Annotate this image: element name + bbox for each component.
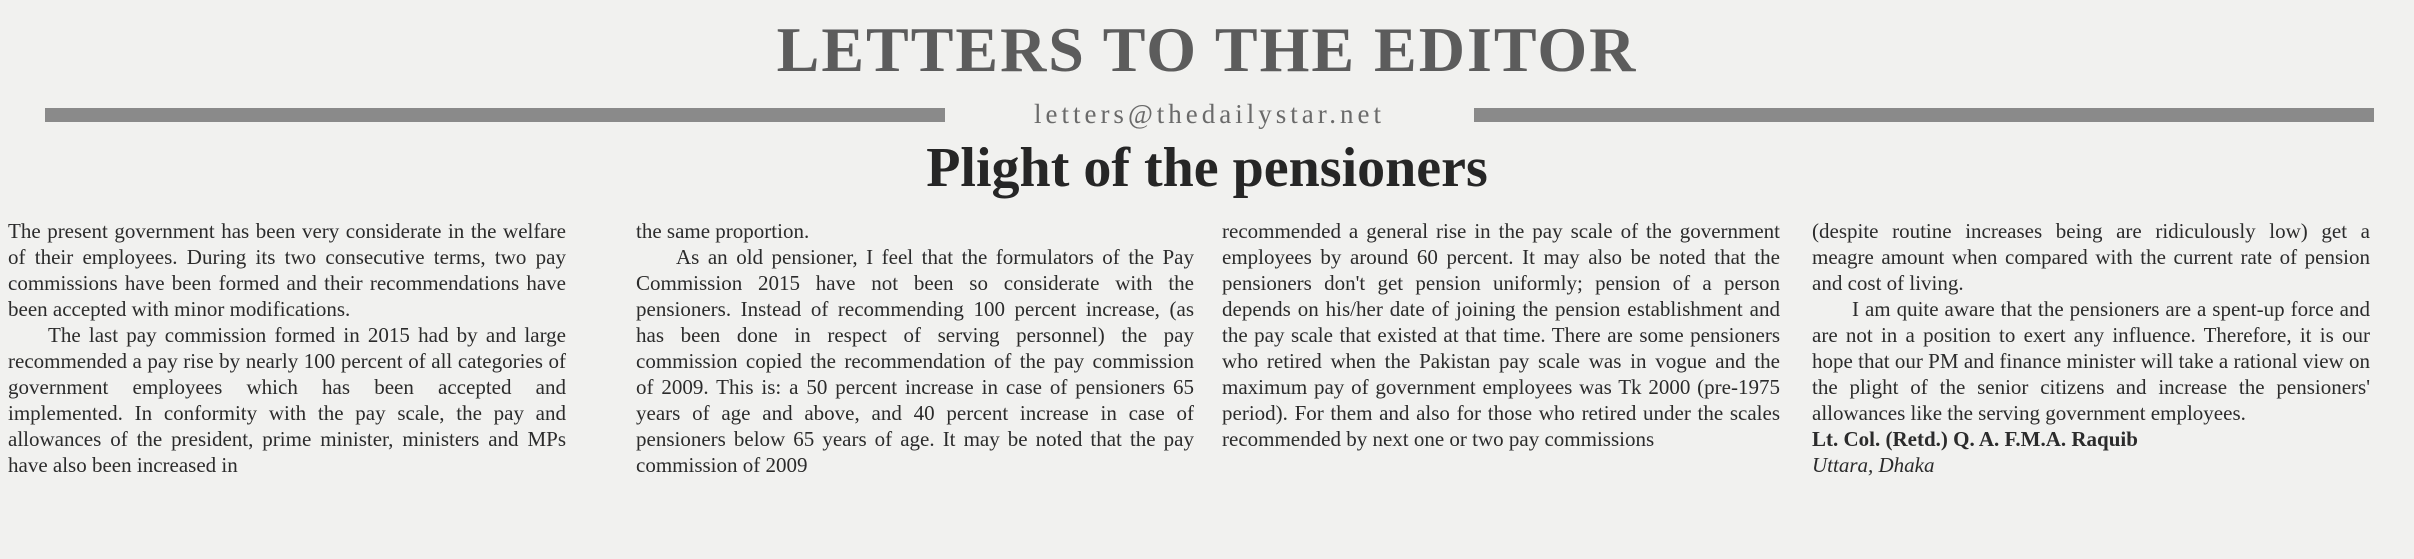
body-paragraph: recommended a general rise in the pay scale of the government employees by around 60 percent. It may also be noted that the pensioners don't get pension uniformly; pension of a person depends on his/her date of joining the pension establishment and the pay scale that existed at that time. There are some pensioners who retired when the Pakistan pay scale was in vogue and the maximum pay of government employees was Tk 2000 (pre-1975 period). For them and also for those who retired under the scales recommended by next one or two pay commissions [1222, 219, 1780, 451]
article-column-4 [1812, 218, 2370, 478]
body-paragraph: (despite routine increases being are ridiculously low) get a meagre amount when compared with the current rate of pension and cost of living. [1812, 219, 2370, 295]
body-paragraph: The last pay commission formed in 2015 had by and large recommended a pay rise by nearly 100 percent of all categories of government employees which has been accepted and implemented. In conformity with the pay scale, the pay and allowances of the president, prime minister, ministers and MPs have also been increased in [8, 323, 566, 477]
section-rule-left [45, 108, 945, 122]
body-paragraph: the same proportion. [636, 219, 810, 243]
author-signature: Lt. Col. (Retd.) Q. A. F.M.A. Raquib [1812, 427, 2138, 451]
editor-email: letters@thedailystar.net [1033, 99, 1386, 129]
section-title: LETTERS TO THE EDITOR [776, 14, 1638, 85]
author-location: Uttara, Dhaka [1812, 453, 1935, 477]
body-paragraph: I am quite aware that the pensioners are a spent-up force and are not in a position to exert any influence. Therefore, it is our hope that our PM and finance minister will take a rational view on the plight of the senior citizens and increase the pensioners' allowances like the serving government employees. [1812, 297, 2370, 425]
body-paragraph: As an old pensioner, I feel that the formulators of the Pay Commission 2015 have not been so considerate with the pensioners. Instead of recommending 100 percent increase, (as has been done in respect of serving personnel) the pay commission copied the recommendation of the pay commission of 2009. This is: a 50 percent increase in case of pensioners 65 years of age and above, and 40 percent increase in case of pensioners below 65 years of age. It may be noted that the pay commission of 2009 [636, 245, 1194, 477]
article-headline: Plight of the pensioners [926, 137, 1488, 199]
article-column-3 [1222, 218, 1780, 452]
body-paragraph: The present government has been very considerate in the welfare of their employees. During its two consecutive terms, two pay commissions have been formed and their recommendations have been accepted with minor modifications. [8, 219, 566, 321]
article-column-1 [8, 218, 566, 478]
article-column-2 [636, 218, 1194, 478]
section-rule-right [1474, 108, 2374, 122]
